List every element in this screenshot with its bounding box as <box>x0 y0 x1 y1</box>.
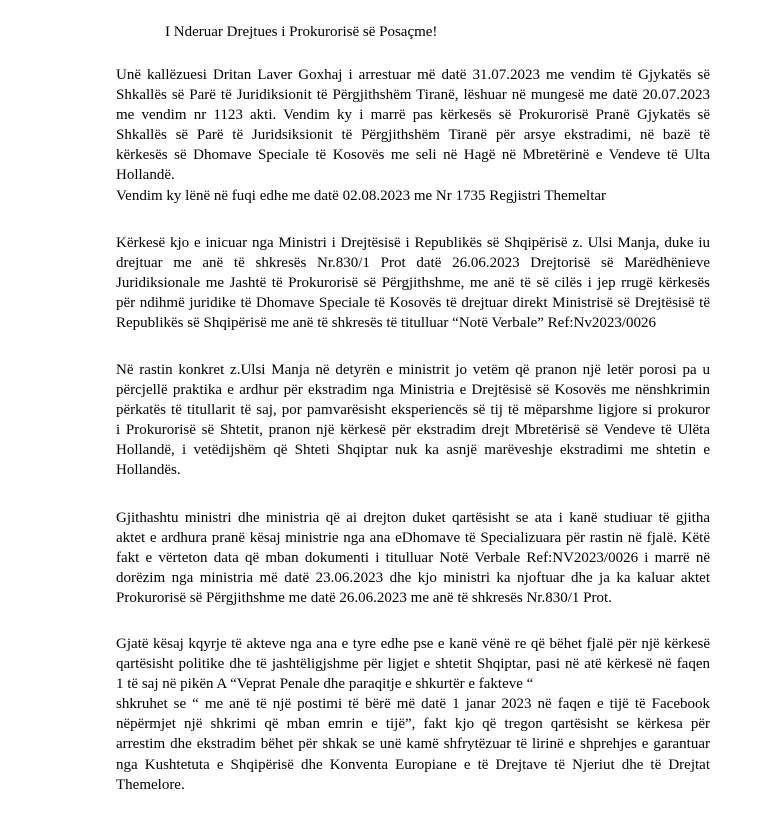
text-line: për ndihmë juridike të Dhomave Speciale të Kosovës të drejtuar direkt Ministrisë së Drejtësisë të <box>116 295 710 312</box>
paragraph-request <box>116 233 710 333</box>
text-line: Kërkesë kjo e inicuar nga Ministri i Drejtësisë i Republikës së Shqipërisë z. Ulsi Manja, duke iu <box>116 235 710 251</box>
paragraph-review <box>116 634 710 795</box>
text-line: Shkallës së Parë të Juridsiksionit të Përgjithshëm Tiranë për arsye ekstradimi, në bazë të <box>116 127 710 144</box>
text-line: Gjithashtu ministri dhe ministria që ai drejton duket qartësisht se ata i kanë studiuar të gjitha <box>116 510 710 526</box>
text-line: arrestim dhe ekstradim bëhet për shkak se unë kamë shfrytëzuar të lirinë e shprehjes e garantuar <box>116 736 710 753</box>
text-line: Themelore. <box>116 776 185 793</box>
text-line: Juridiksionale me Jashtë të Prokurorisë së Përgjithshme, me anë të së cilës i jep rrugë kërkesës <box>116 275 710 292</box>
paragraph-minister <box>116 360 710 481</box>
text-line: i Prokurorisë së Shtetit, pranon një kërkesë për ekstradim drejt Mbretërisë së Vendeve të Ulëta <box>116 422 710 439</box>
text-line: Hollandës. <box>116 462 181 479</box>
letter-salutation: I Nderuar Drejtues i Prokurorisë së Posaçme! <box>165 24 438 40</box>
text-line: kërkesës së Dhomave Speciale të Kosovës me seli në Hagë në Mbretërinë e Vendeve të Ulta <box>116 147 710 164</box>
text-line: Hollandë, i vetëdijshëm që Shteti Shqiptar nuk ka asnjë marëveshje ekstradimi me shtetin e <box>116 442 710 459</box>
text-line: aktet e ardhura pranë kësaj ministrie nga ana eDhomave të Specializuara për rastin në fjalë. Këtë <box>116 530 710 547</box>
text-line: shkruhet se “ me anë të një postimi të bërë më datë 1 janar 2023 në faqen e tijë të Facebook <box>116 696 710 713</box>
text-line: drejtuar me anë të shkresës Nr.830/1 Prot datë 26.06.2023 Drejtorisë së Marëdhënieve <box>116 255 710 272</box>
text-line: 1 të saj në pikën A “Veprat Penale dhe paraqitje e shkurtër e fakteve “ <box>116 676 534 693</box>
text-line: qartësisht politike dhe të jashtëligjshme për ligjet e shtetit Shqiptar, pasi në atë kërkesë në faqen <box>116 656 710 673</box>
text-line: nga Kushtetuta e Shqipërisë dhe Konventa Europiane e të Drejtave të Njeriut dhe të Drejtat <box>116 756 710 773</box>
text-line: Hollandë. <box>116 167 175 184</box>
text-line: përkatës të titullarit të saj, por pamvarësisht eksperiencës së tij të mëparshme ligjore si prokuror <box>116 402 710 419</box>
text-line: dorëzim nga ministria më datë 23.06.2023 dhe kjo ministri ka njoftuar dhe ja ka kaluar aktet <box>116 570 710 587</box>
text-line: fakt e vërteton data që mban dokumenti i titulluar Notë Verbale Ref:NV2023/0026 i marrë në <box>116 550 710 567</box>
text-line: Prokurorisë së Përgjithshme me datë 26.06.2023 me anë të shkresës Nr.830/1 Prot. <box>116 590 612 607</box>
paragraph-ministry <box>116 508 710 608</box>
text-line: përcjellë praktika e ardhur për ekstradim nga Ministria e Drejtësisë së Kosovës me nënshkrimin <box>116 382 710 399</box>
text-line: Unë kallëzuesi Dritan Laver Goxhaj i arrestuar më datë 31.07.2023 me vendim të Gjykatës së <box>116 67 710 83</box>
paragraph-complainant <box>116 65 710 206</box>
text-line: Në rastin konkret z.Ulsi Manja në detyrën e ministrit jo vetëm që pranon një letër porosi pa u <box>116 362 710 378</box>
text-line: me vendim nr 1123 akti. Vendim ky i marrë pas kërkesës së Prokurorisë Pranë Gjykatës së <box>116 107 710 124</box>
text-line: Vendim ky lënë në fuqi edhe me datë 02.08.2023 me Nr 1735 Regjistri Themeltar <box>116 187 607 204</box>
text-line: Gjatë kësaj kqyrje të akteve nga ana e tyre edhe pse e kanë vënë re që bëhet fjalë për një kërkesë <box>116 636 710 652</box>
text-line: Shkallës së Parë të Juridiksionit të Përgjithshëm Tiranë, lëshuar në mungesë me datë 20.07.2023 <box>116 87 710 104</box>
text-line: Republikës së Shqipërisë me anë të shkresës të titulluar “Notë Verbale” Ref:Nv2023/0026 <box>116 315 656 332</box>
text-line: nëpërmjet një shkrimi që mban emrin e tijë”, fakt kjo që tregon qartësisht se kërkesa për <box>116 716 710 733</box>
